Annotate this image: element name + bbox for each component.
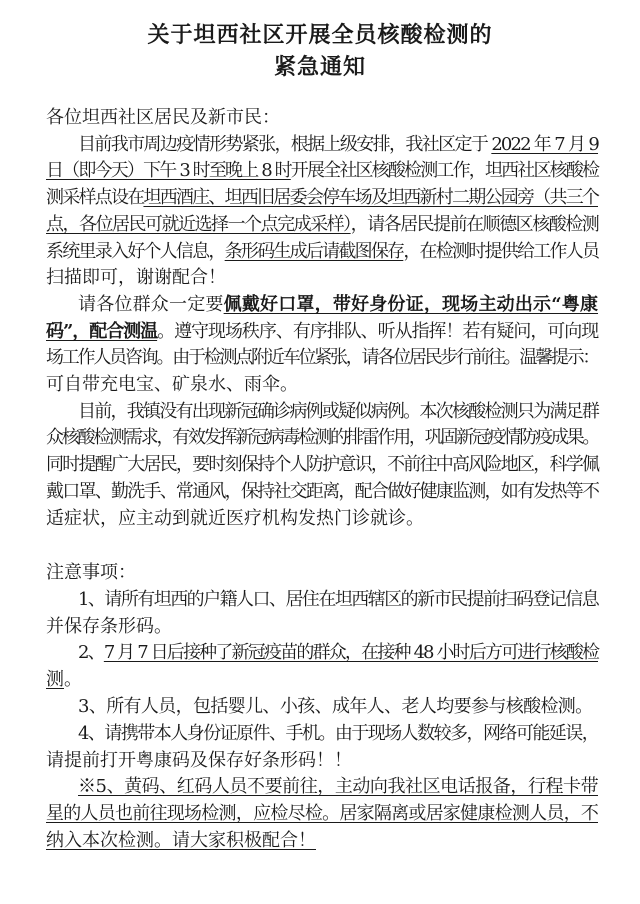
underlined-text: 2022 年 7 月 9 <box>491 133 599 155</box>
text-segment: 可自带充电宝、矿泉水、雨伞。 <box>46 374 298 395</box>
body-line <box>78 132 598 158</box>
underlined-text: 7 月 7 日后接种了新冠疫苗的群众，在接种 48 小时后方可进行核酸检 <box>103 642 598 664</box>
underlined-text: 佩戴好口罩，带好身份证，现场主动出示“粤康 <box>223 293 599 315</box>
text-segment: 。遵守现场秩序、有序排队、听从指挥！若有疑问，可向现 <box>157 320 598 342</box>
notes-line <box>78 694 598 720</box>
body-line <box>46 345 598 371</box>
notes-line <box>78 640 598 666</box>
notes-line <box>78 774 598 800</box>
text-segment: 请各位群众一定要 <box>78 293 224 315</box>
body-line <box>78 399 598 425</box>
text-segment: ，在检测时提供给工作人员 <box>403 240 598 262</box>
body-line <box>46 239 598 265</box>
text-segment: 并保存条形码。 <box>46 615 172 637</box>
text-segment: 场工作人员咨询。由于检测点附近车位紧张，请各位居民步行前往。温馨提示： <box>46 347 598 369</box>
text-segment: 2、 <box>78 642 104 664</box>
underlined-text: 条形码生成后请截图保存 <box>224 240 404 262</box>
text-segment: 同时提醒广大居民，要时刻保持个人防护意识，不前往中高风险地区，科学佩 <box>46 454 598 476</box>
underlined-text: 日（即今天）下午 3 时至晚上 8 时 <box>46 160 291 182</box>
text-segment: 扫描即可，谢谢配合！ <box>46 267 226 289</box>
text-segment: 测采样点设在 <box>46 187 144 209</box>
text-segment: 1、请所有坦西的户籍人口、居住在坦西辖区的新市民提前扫码登记信息 <box>78 588 598 610</box>
notice-title-line-2: 紧急通知 <box>273 54 366 80</box>
body-line <box>46 372 598 398</box>
underlined-text: 星的人员也前往现场检测，应检尽检。居家隔离或居家健康检测人员，不 <box>46 803 598 825</box>
body-line <box>46 265 598 291</box>
notes-line <box>46 667 598 693</box>
underlined-text: 测 <box>46 669 64 691</box>
underlined-text: 码”，配合测温 <box>46 320 158 342</box>
notes-line <box>46 614 598 640</box>
body-line <box>78 292 598 318</box>
text-segment: 。 <box>64 669 82 691</box>
text-segment: 各位坦西社区居民及新市民： <box>46 107 280 128</box>
underlined-text: ※5、黄码、红码人员不要前往，主动向我社区电话报备，行程卡带 <box>78 776 598 798</box>
notes-line <box>78 587 598 613</box>
notes-line <box>78 721 598 747</box>
text-segment: 目前我市周边疫情形势紧张，根据上级安排，我社区定于 <box>78 133 492 155</box>
underlined-text: 纳入本次检测。请大家积极配合！ <box>46 830 316 851</box>
text-segment: 4、请携带本人身份证原件、手机。由于现场人数较多，网络可能延误， <box>78 722 598 744</box>
text-segment: 系统里录入好个人信息， <box>46 240 225 262</box>
notes-line <box>46 748 598 774</box>
text-segment: 目前，我镇没有出现新冠确诊病例或疑似病例。本次核酸检测只为满足群 <box>78 400 598 422</box>
text-segment: 注意事项： <box>46 562 136 583</box>
body-line <box>46 105 598 131</box>
body-line <box>46 425 598 451</box>
text-segment: 戴口罩、勤洗手、常通风，保持社交距离，配合做好健康监测，如有发热等不 <box>46 480 598 502</box>
body-line <box>46 452 598 478</box>
body-line <box>46 185 598 211</box>
text-segment: ，请各居民提前在顺德区核酸检测 <box>350 213 599 235</box>
underlined-text: 点，各位居民可就近选择一个点完成采样） <box>46 213 351 235</box>
underlined-text: 坦西酒庄、坦西旧居委会停车场及坦西新村二期公园旁（共三个 <box>143 187 598 209</box>
notes-line <box>46 560 598 586</box>
text-segment: 3、所有人员，包括婴儿、小孩、成年人、老人均要参与核酸检测。 <box>78 696 593 717</box>
body-line <box>46 212 598 238</box>
body-line <box>46 158 598 184</box>
notes-line <box>46 801 598 827</box>
body-line <box>46 479 598 505</box>
text-segment: 众核酸检测需求，有效发挥新冠病毒检测的排雷作用，巩固新冠疫情防疫成果。 <box>46 427 598 449</box>
notice-title-line-1: 关于坦西社区开展全员核酸检测的 <box>147 22 493 48</box>
text-segment: 适症状，应主动到就近医疗机构发热门诊就诊。 <box>46 507 424 529</box>
body-line <box>46 506 598 532</box>
text-segment: 请提前打开粤康码及保存好条形码！！ <box>46 749 352 771</box>
text-segment: 开展全社区核酸检测工作，坦西社区核酸检 <box>290 160 598 182</box>
notes-line <box>46 828 598 854</box>
body-line <box>46 319 598 345</box>
